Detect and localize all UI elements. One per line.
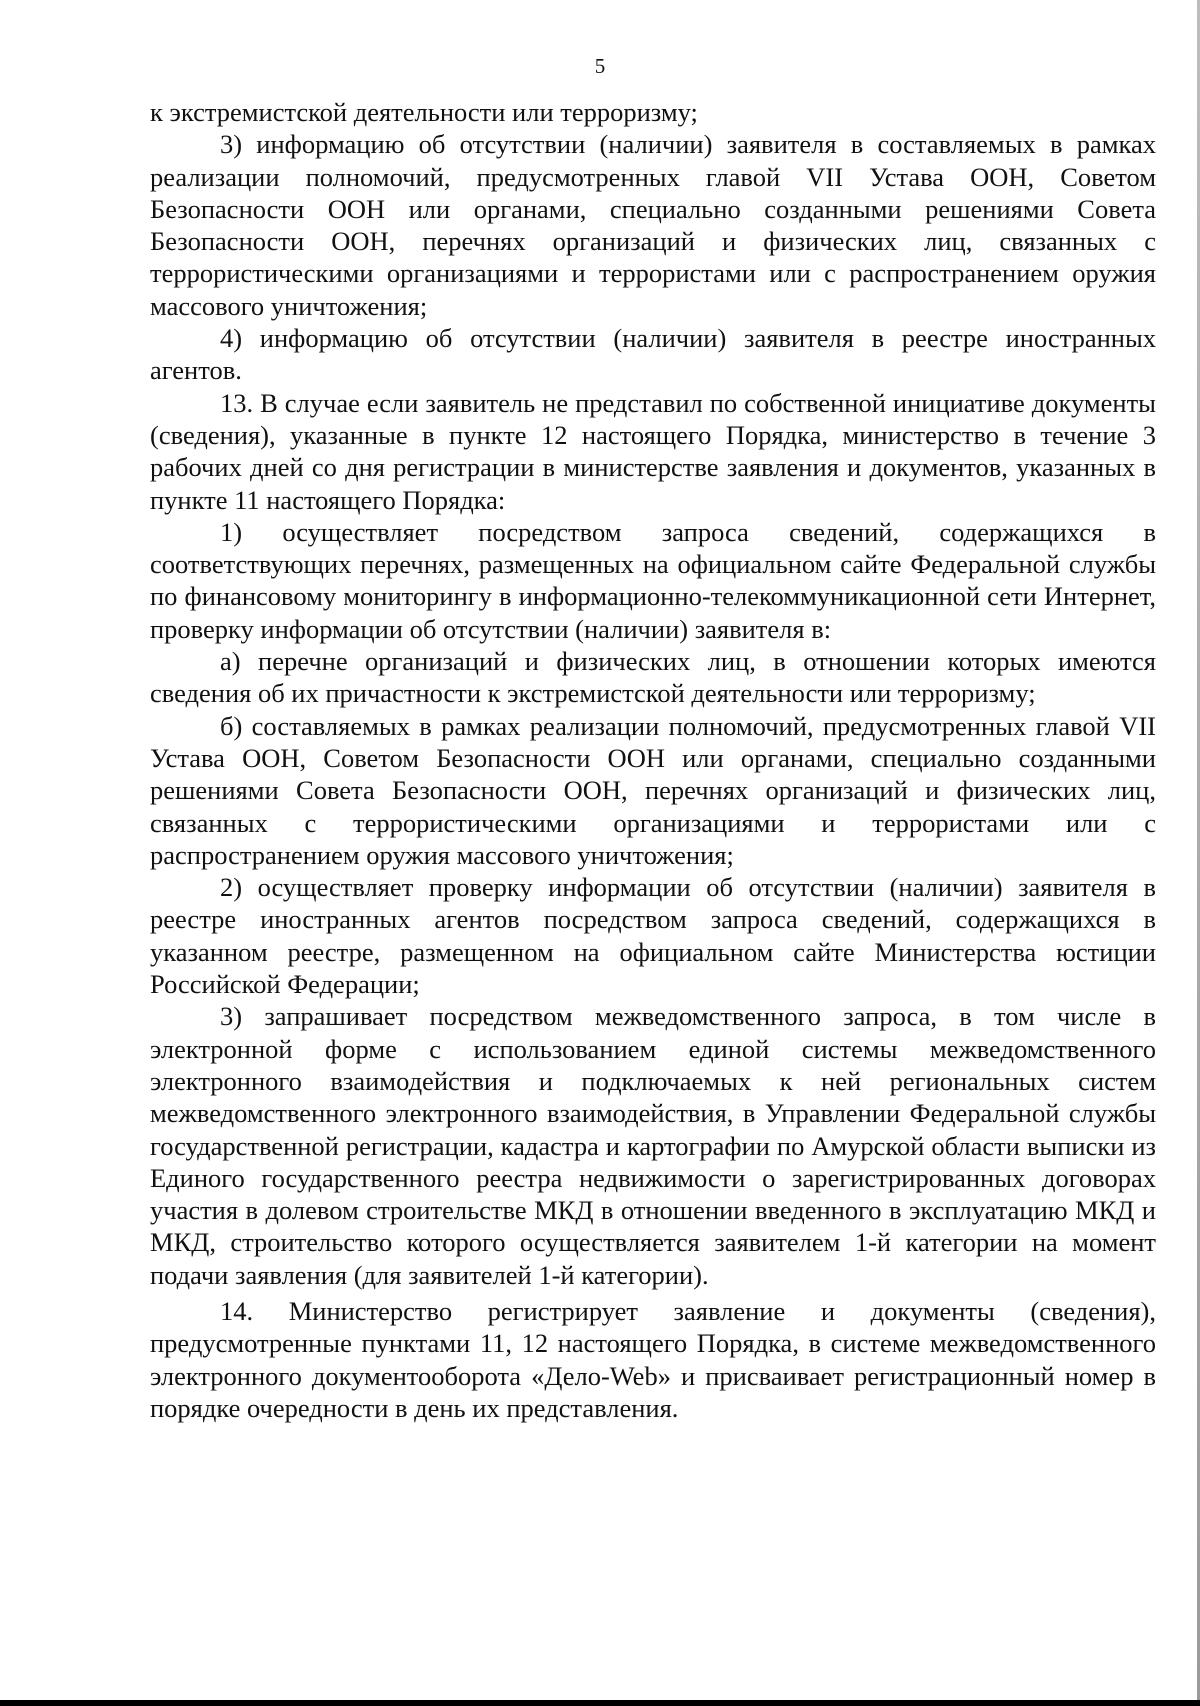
paragraph-item-13-1: 1) осуществляет посредством запроса сведений, содержащихся в соответствующих перечнях, размещенных на официальном сайте Федеральной службы по финансовому мониторингу в информационно-телекоммуникационной сети Интернет, проверку информации об отсутствии (наличии) заявителя в: [150, 516, 1156, 644]
paragraph-item-13-3: 3) запрашивает посредством межведомственного запроса, в том числе в электронной форме с использованием единой системы межведомственного электронного взаимодействия и подключаемых к ней региональных систем межведомственного электронного взаимодействия, в Управлении Федеральной службы государственной регистрации, кадастра и картографии по Амурской области выписки из Единого государственного реестра недвижимости о зарегистрированных договорах участия в долевом строительстве МКД в отношении введенного в эксплуатацию МКД и МКД, строительство которого осуществляется заявителем 1-й категории на момент подачи заявления (для заявителей 1-й категории). [150, 1001, 1156, 1290]
page-number: 5 [594, 54, 606, 78]
paragraph-item-12-4: 4) информацию об отсутствии (наличии) заявителя в реестре иностранных агентов. [150, 323, 1156, 386]
scan-bottom-border [0, 1700, 1200, 1706]
paragraph-item-12-3: 3) информацию об отсутствии (наличии) заявителя в составляемых в рамках реализации полномочий, предусмотренных главой VII Устава ООН, Советом Безопасности ООН или органами, специально созданными решениями Совета Безопасности ООН, перечнях организаций и физических лиц, связанных с террористическими организациями и террористами или с распространением оружия массового уничтожения; [150, 129, 1156, 321]
paragraph-item-13-1-a: а) перечне организаций и физических лиц, в отношении которых имеются сведения об их причастности к экстремистской деятельности или терроризму; [150, 646, 1156, 709]
paragraph-item-13-2: 2) осуществляет проверку информации об отсутствии (наличии) заявителя в реестре иностранных агентов посредством запроса сведений, содержащихся в указанном реестре, размещенном на официальном сайте Министерства юстиции Российской Федерации; [150, 872, 1156, 1000]
paragraph-continuation: к экстремистской деятельности или терроризму; [150, 97, 698, 127]
paragraph-section-14: 14. Министерство регистрирует заявление и документы (сведения), предусмотренные пунктами 11, 12 настоящего Порядка, в системе межведомственного электронного документооборота «Дело-Web» и присваивает регистрационный номер в порядке очередности в день их представления. [150, 1295, 1156, 1423]
paragraph-section-13: 13. В случае если заявитель не представил по собственной инициативе документы (сведения), указанные в пункте 12 настоящего Порядка, министерство в течение 3 рабочих дней со дня регистрации в министерстве заявления и документов, указанных в пункте 11 настоящего Порядка: [150, 387, 1156, 515]
paragraph-item-13-1-b: б) составляемых в рамках реализации полномочий, предусмотренных главой VII Устава ООН, Советом Безопасности ООН или органами, специально созданными решениями Совета Безопасности ООН, перечнях организаций и физических лиц, связанных с террористическими организациями и террористами или с распространением оружия массового уничтожения; [150, 710, 1156, 870]
document-body [150, 96, 1156, 1424]
